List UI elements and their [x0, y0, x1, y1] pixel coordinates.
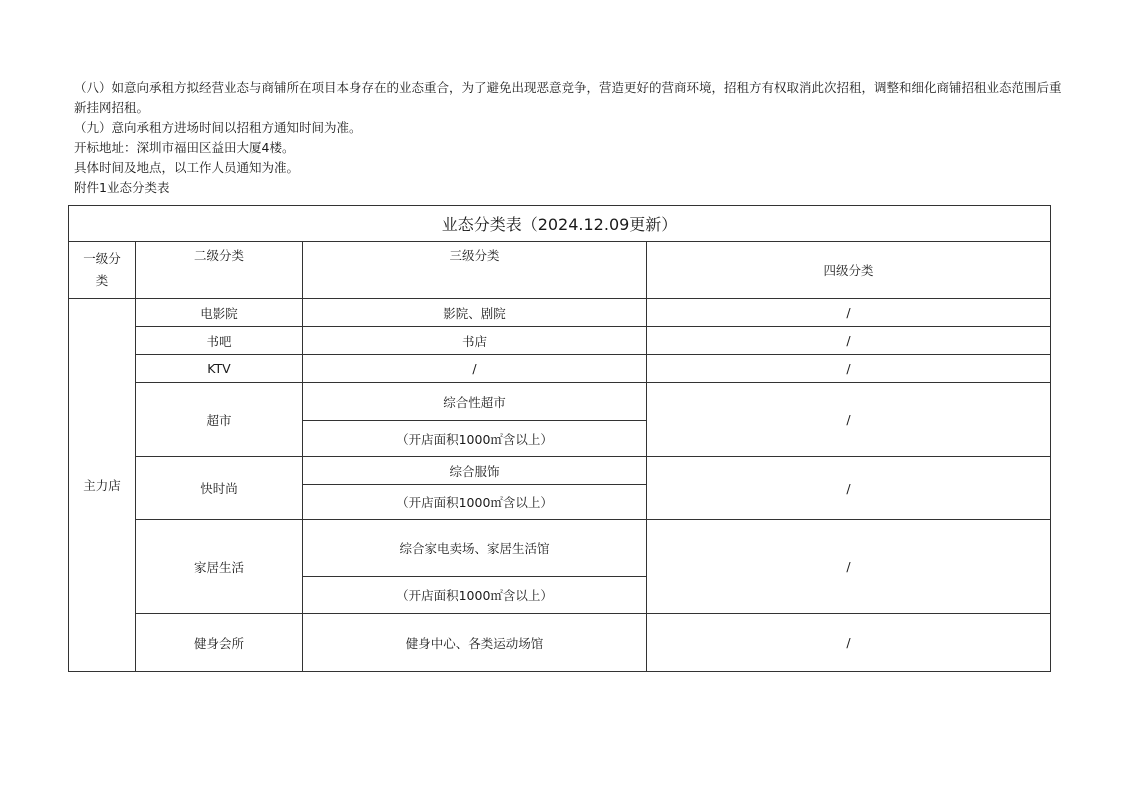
time-location-note: 具体时间及地点，以工作人员通知为准。 [74, 160, 300, 175]
l3-home-living: 综合家电卖场、家居生活馆 [303, 520, 647, 577]
attachment-label: 附件1业态分类表 [74, 180, 170, 195]
header-level2: 二级分类 [136, 242, 303, 299]
l2-fitness: 健身会所 [136, 614, 303, 672]
l2-ktv: KTV [136, 355, 303, 383]
header-level3: 三级分类 [303, 242, 647, 299]
category-anchor-store: 主力店 [69, 299, 136, 672]
l4-bookbar: / [647, 327, 1051, 355]
table-title: 业态分类表（2024.12.09更新） [69, 206, 1051, 242]
l2-home-living: 家居生活 [136, 520, 303, 614]
l2-bookbar: 书吧 [136, 327, 303, 355]
l2-cinema: 电影院 [136, 299, 303, 327]
l2-supermarket: 超市 [136, 383, 303, 457]
l4-ktv: / [647, 355, 1051, 383]
l3-supermarket: 综合性超市 [303, 383, 647, 421]
l3-cinema: 影院、剧院 [303, 299, 647, 327]
l4-home-living: / [647, 520, 1051, 614]
business-classification-table [68, 205, 1051, 672]
l3-fast-fashion: 综合服饰 [303, 457, 647, 485]
header-level4: 四级分类 [647, 242, 1051, 299]
l3-fitness: 健身中心、各类运动场馆 [303, 614, 647, 672]
l3-home-living-area: （开店面积1000㎡含以上） [303, 577, 647, 614]
bid-opening-address: 开标地址：深圳市福田区益田大厦4楼。 [74, 140, 295, 155]
header-level1-line1: 一级分 [83, 251, 121, 266]
l4-fitness: / [647, 614, 1051, 672]
l2-fast-fashion: 快时尚 [136, 457, 303, 520]
paragraph-8: （八）如意向承租方拟经营业态与商铺所在项目本身存在的业态重合，为了避免出现恶意竞争，营造更好的营商环境，招租方有权取消此次招租，调整和细化商铺招租业态范围后重新挂网招租。 [74, 80, 1062, 115]
l4-fast-fashion: / [647, 457, 1051, 520]
header-level1-line2: 类 [95, 273, 109, 288]
header-level1 [69, 242, 136, 299]
paragraph-9: （九）意向承租方进场时间以招租方通知时间为准。 [74, 120, 362, 135]
l3-supermarket-area: （开店面积1000㎡含以上） [303, 421, 647, 457]
l3-ktv: / [303, 355, 647, 383]
l3-fast-fashion-area: （开店面积1000㎡含以上） [303, 485, 647, 520]
l4-cinema: / [647, 299, 1051, 327]
l4-supermarket: / [647, 383, 1051, 457]
l3-bookbar: 书店 [303, 327, 647, 355]
